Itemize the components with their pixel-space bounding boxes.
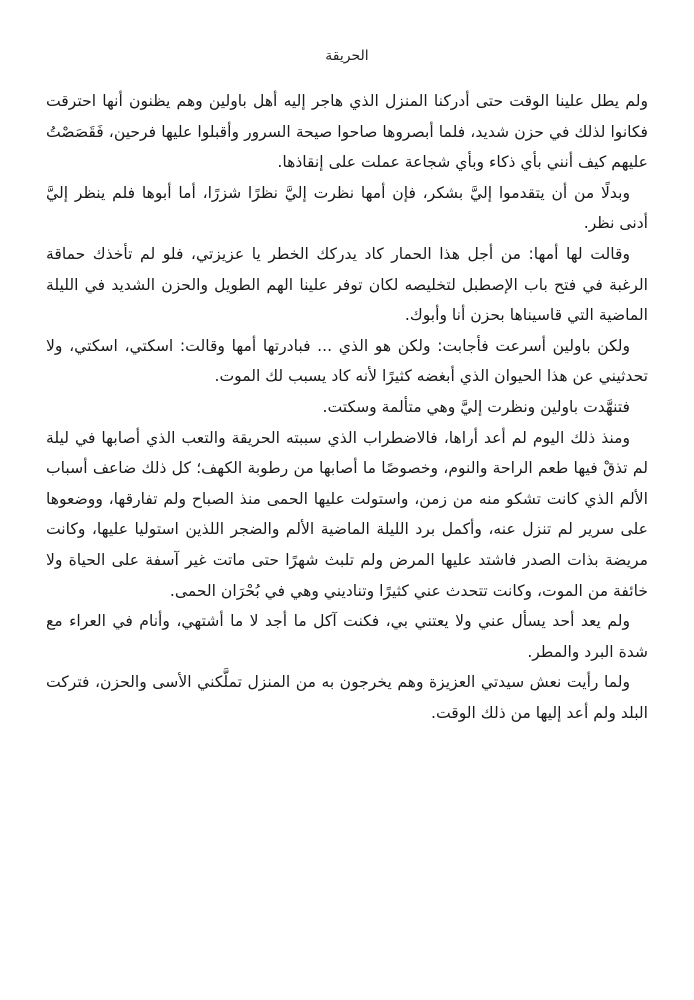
paragraph: ولما رأيت نعش سيدتي العزيزة وهم يخرجون به من المنزل تملَّكني الأسى والحزن، فتركت البلد ولم أعد إليها من ذلك الوقت. [46, 673, 648, 722]
paragraph: وقالت لها أمها: من أجل هذا الحمار كاد يدركك الخطر يا عزيزتي، فلو لم تأخذك حماقة الرغبة في فتح باب الإصطبل لتخليصه لكان توفر علينا الهم الطويل والحزن الشديد في الليلة الماضية التي قاسيناها بحزن أنا وأبوك. [46, 244, 648, 325]
paragraph: فتنهَّدت باولين ونظرت إليَّ وهي متألمة وسكتت. [322, 397, 630, 416]
body-text [46, 86, 648, 728]
paragraph: ولم يطل علينا الوقت حتى أدركنا المنزل الذي هاجر إليه أهل باولين وهم يظنون أنها احترقت فكانوا لذلك في حزن شديد، فلما أبصروها صاحوا صيحة السرور وأقبلوا عليها فرحين، فَقَصَصْتُ عليهم كيف أنني بأي ذكاء وبأي شجاعة عملت على إنقاذها. [46, 92, 648, 172]
paragraph: ولكن باولين أسرعت فأجابت: ولكن هو الذي ... فبادرتها أمها وقالت: اسكتي، اسكتي، ولا تحدثيني عن هذا الحيوان الذي أبغضه كثيرًا لأنه كاد يسبب لك الموت. [46, 336, 648, 386]
page-title: الحريقة [325, 48, 369, 64]
paragraph: ولم يعد أحد يسأل عني ولا يعتني بي، فكنت آكل ما أجد لا ما أشتهي، وأنام في العراء مع شدة البرد والمطر. [46, 612, 648, 661]
paragraph: ومنذ ذلك اليوم لم أعد أراها، فالاضطراب الذي سببته الحريقة والتعب الذي أصابها في ليلة لم تذقْ فيها طعم الراحة والنوم، وخصوصًا ما أصابها من رطوبة الكهف؛ كل ذلك ضاعف أسباب الألم الذي كانت تشكو منه من زمن، واستولت عليها الحمى منذ الصباح ولم تفارقها، ووضعوها على سرير لم تنزل عنه، وأكمل برد الليلة الماضية الألم والضجر اللذين استوليا عليها، وكانت مريضة بذات الصدر فاشتد عليها المرض ولم تلبث شهرًا حتى ماتت غير آسفة على الحياة ولا خائفة من الموت، وكانت تتحدث عني كثيرًا وتناديني وهي في بُحْرَان الحمى. [46, 428, 648, 600]
paragraph: وبدلًا من أن يتقدموا إليَّ بشكر، فإن أمها نظرت إليَّ نظرًا شزرًا، أما أبوها فلم ينظر إليَّ أدنى نظر. [46, 183, 648, 233]
